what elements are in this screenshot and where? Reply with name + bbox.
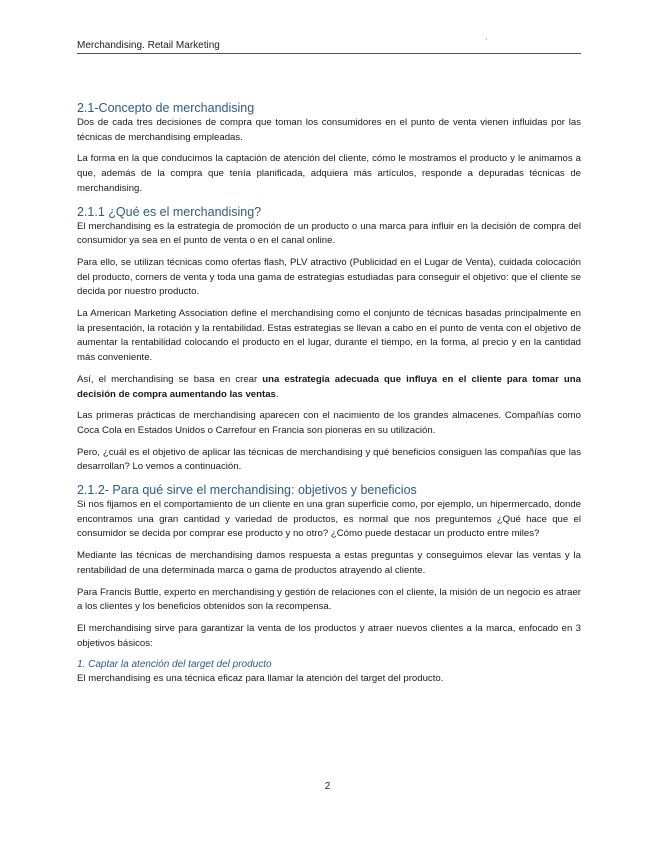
paragraph: Dos de cada tres decisiones de compra que toman los consumidores en el punto de venta vienen influidas por las técnicas de merchandising empleadas.: [77, 117, 581, 143]
paragraph: Las primeras prácticas de merchandising aparecen con el nacimiento de los grandes almacenes. Compañías como Coca Cola en Estados Unidos o Carrefour en Francia son pioneras en su utilización.: [77, 410, 581, 436]
paragraph: El merchandising es la estrategia de promoción de un producto o una marca para influir en la decisión de compra del consumidor ya sea en el punto de venta o en el canal online.: [77, 220, 581, 247]
paragraph: Si nos fijamos en el comportamiento de un cliente en una gran superficie como, por ejemplo, un hipermercado, donde encontramos una gran cantidad y variedad de productos, es normal que nos preguntemos ¿Qué hace que el consumidor se decida por comprar ese producto y no otro? ¿Cómo puede destacar un producto entre miles?: [77, 499, 581, 540]
page-content: [77, 100, 581, 694]
paragraph: Para ello, se utilizan técnicas como ofertas flash, PLV atractivo (Publicidad en el Lugar de Venta), cuidada colocación del producto, corners de venta y toda una gama de estrategias estudiadas para conseguir el objetivo: que el cliente se decida por nuestro producto.: [77, 256, 581, 298]
paragraph: El merchandising sirve para garantizar la venta de los productos y atraer nuevos clientes a la marca, enfocado en 3 objetivos básicos:: [77, 622, 581, 649]
page-number: 2: [324, 781, 331, 792]
paragraph: El merchandising es una técnica eficaz para llamar la atención del target del producto.: [77, 673, 444, 685]
paragraph: La American Marketing Association define el merchandising como el conjunto de técnicas basadas principalmente en la presentación, la rotación y la rentabilidad. Estas estrategias se llevan a cabo en el punto de venta con el objetivo de aumentar la rentabilidad colocando el producto en el lugar, durante el tiempo, en la forma, al precio y en la cantidad más conveniente.: [77, 308, 581, 364]
paragraph: La forma en la que conducimos la captación de atención del cliente, cómo le mostramos el producto y le animamos a que, además de la compra que tenía planificada, adquiera más artículos, responde a depuradas técnicas de merchandising.: [77, 153, 581, 194]
paragraph: Pero, ¿cuál es el objetivo de aplicar las técnicas de merchandising y qué beneficios consiguen las compañías que las desarrollan? Lo vemos a continuación.: [77, 446, 581, 473]
section-heading-concepto: 2.1-Concepto de merchandising: [77, 101, 255, 115]
subheading-captar-atencion: 1. Captar la atención del target del producto: [77, 659, 272, 671]
section-heading-que-es: 2.1.1 ¿Qué es el merchandising?: [77, 204, 262, 219]
header-mark: `: [485, 38, 488, 47]
paragraph: Mediante las técnicas de merchandising damos respuesta a estas preguntas y conseguimos elevar las ventas y la rentabilidad de una determinada marca o gama de productos atrayendo al cliente.: [77, 550, 581, 576]
section-heading-para-que-sirve: 2.1.2- Para qué sirve el merchandising: objetivos y beneficios: [77, 483, 417, 498]
paragraph: Para Francis Buttle, experto en merchandising y gestión de relaciones con el cliente, la misión de un negocio es atraer a los clientes y los beneficios obtenidos son la recompensa.: [77, 586, 581, 613]
bold-text: una estrategia adecuada que influya en el cliente para tomar una decisión de compra aumentando las ventas: [77, 373, 581, 400]
text-run: Así, el merchandising se basa en crear: [77, 373, 263, 385]
header-title: Merchandising. Retail Marketing: [77, 40, 220, 51]
text-run: .: [275, 388, 279, 400]
paragraph-with-bold: [77, 373, 581, 402]
page-header: [77, 40, 581, 54]
